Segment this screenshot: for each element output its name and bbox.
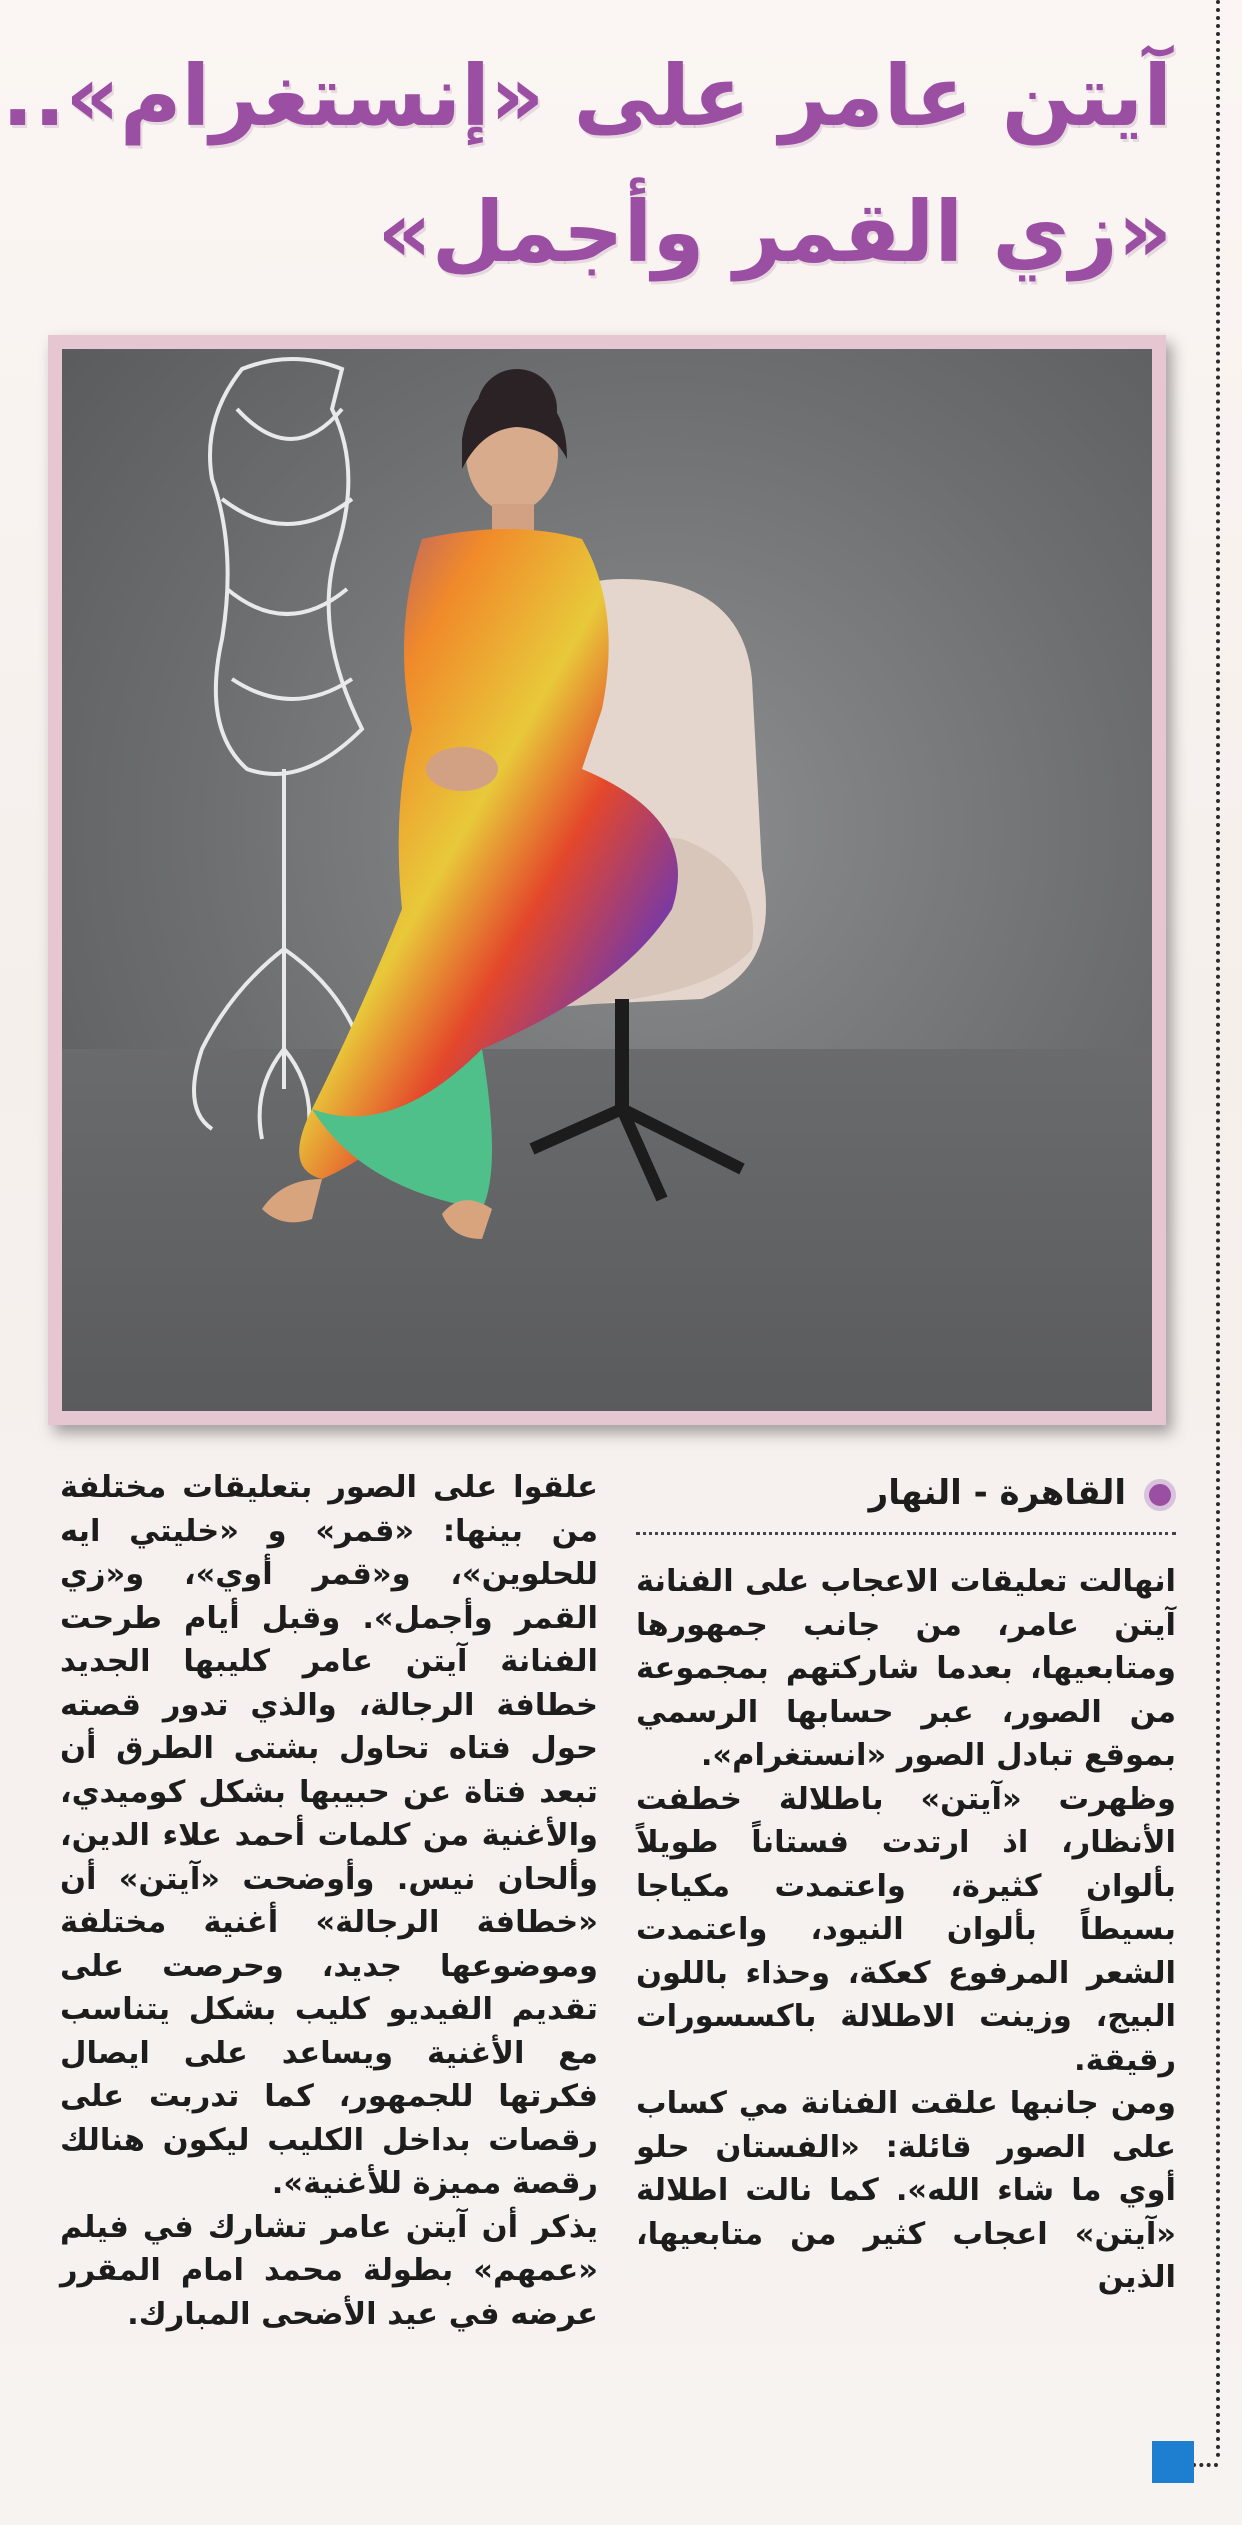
studio-floor bbox=[62, 1049, 1152, 1411]
photo-illustration bbox=[62, 349, 1152, 1411]
headline-line-2: «زي القمر وأجمل» bbox=[377, 183, 1172, 281]
wire-dress-form bbox=[194, 359, 370, 1139]
headline-line-1: آيتن عامر على «إنستغرام».. bbox=[1, 47, 1172, 145]
corner-dotted-rule bbox=[1192, 2463, 1218, 2467]
byline bbox=[636, 1468, 1176, 1535]
headline bbox=[1, 28, 1172, 300]
byline-text: القاهرة - النهار bbox=[868, 1473, 1126, 1513]
article-column-right: انهالت تعليقات الاعجاب على الفنانة آيتن عامر، من جانب جمهورها ومتابعيها، بعدما شاركتهم بمجموعة من الصور، عبر حسابها الرسمي بموقع تبادل الصور «انستغرام». وظهرت «آيتن» باطلالة خطفت الأنظار، اذ ارتدت فستاناً طويلاً بألوان كثيرة، واعتمدت مكياجا بسيطاً بألوان النيود، واعتمدت الشعر المرفوع كعكة، وحذاء باللون البيج، وزينت الاطلالة باكسسورات رقيقة. ومن جانبها علقت الفنانة مي كساب على الصور قائلة: «الفستان حلو أوي ما شاء الله». كما نالت اطلالة «آيتن» اعجاب كثير من متابعيها، الذين bbox=[636, 1564, 1176, 2295]
photo-frame bbox=[48, 335, 1166, 1425]
byline-bullet-icon bbox=[1144, 1479, 1176, 1511]
page-corner-square bbox=[1152, 2441, 1194, 2483]
article-column-left: علقوا على الصور بتعليقات مختلفة من بينها: «قمر» و «خليتي ايه للحلوين»، و«قمر أوي»، و«زي القمر وأجمل». وقبل أيام طرحت الفنانة آيتن عامر كليبها الجديد خطافة الرجالة، والذي تدور قصته حول فتاه تحاول بشتى الطرق أن تبعد فتاة عن حبيبها بشكل كوميدي، والأغنية من كلمات أحمد علاء الدين، وألحان نيس. وأوضحت «آيتن» أن «خطافة الرجالة» أغنية مختلفة وموضوعها جديد، وحرصت على تقديم الفيديو كليب بشكل يتناسب مع الأغنية ويساعد على ايصال فكرتها للجمهور، كما تدربت على رقصات بداخل الكليب ليكون هنالك رقصة مميزة للأغنية». يذكر أن آيتن عامر تشارك في فيلم «عمهم» بطولة محمد امام المقرر عرضه في عيد الأضحى المبارك. bbox=[60, 1470, 598, 2332]
dotted-column-rule bbox=[1216, 0, 1220, 2460]
article-photo bbox=[62, 349, 1152, 1411]
